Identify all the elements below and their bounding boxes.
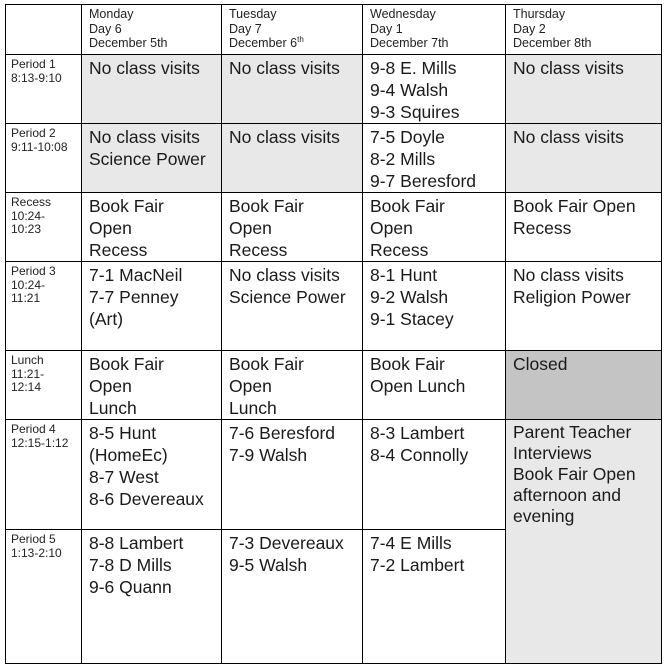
day-date: December 8th [513, 36, 592, 50]
day-header-wednesday [363, 5, 506, 55]
schedule-row-period-4 [6, 420, 662, 530]
day-name: Wednesday [370, 7, 436, 21]
period-name: Period 5 [11, 532, 56, 546]
period-name: Lunch [11, 353, 44, 367]
cell-line: 9-4 Walsh [370, 80, 449, 100]
period-name: Period 2 [11, 126, 56, 140]
schedule-cell [82, 530, 222, 664]
cell-line: 8-8 Lambert [89, 533, 184, 553]
cell-line: evening [513, 506, 575, 526]
period-name: Period 4 [11, 422, 56, 436]
cell-line: Book Fair [89, 196, 164, 216]
cell-line: 8-7 West [89, 467, 159, 487]
cell-line: Recess [370, 240, 429, 260]
schedule-cell [222, 124, 363, 193]
schedule-cell [222, 193, 363, 262]
schedule-cell [363, 124, 506, 193]
cell-line: 8-2 Mills [370, 149, 436, 169]
cell-line: Open [89, 376, 132, 396]
period-time: 9:11-10:08 [11, 139, 68, 154]
period-name: Period 3 [11, 264, 56, 278]
period-label-cell [6, 420, 82, 530]
cell-line: 8-3 Lambert [370, 423, 465, 443]
schedule-cell-closed [506, 351, 662, 420]
schedule-table [5, 4, 662, 664]
cell-line: (HomeEc) [89, 445, 168, 465]
schedule-cell [82, 124, 222, 193]
day-name: Thursday [513, 7, 566, 21]
schedule-cell [363, 530, 506, 664]
cell-line: Science Power [89, 149, 206, 169]
cell-line: 9-5 Walsh [229, 555, 308, 575]
cell-line: 8-4 Connolly [370, 445, 469, 465]
cell-line: 9-2 Walsh [370, 287, 449, 307]
period-label-cell [6, 262, 82, 351]
period-time: 8:13-9:10 [11, 70, 62, 85]
cell-line: 8-1 Hunt [370, 265, 438, 285]
cell-line: No class visits [513, 265, 624, 285]
cell-line: Parent Teacher [513, 422, 632, 442]
cell-line: Religion Power [513, 287, 631, 307]
cell-line: 7-3 Devereaux [229, 533, 344, 553]
schedule-row-period-1 [6, 55, 662, 124]
schedule-cell [506, 193, 662, 262]
cell-line: 7-4 E Mills [370, 533, 452, 553]
schedule-cell [506, 262, 662, 351]
cell-line: Book Fair [89, 354, 164, 374]
cell-line: Book Fair [229, 354, 304, 374]
schedule-cell [222, 530, 363, 664]
period-label-cell [6, 55, 82, 124]
cell-line: No class visits [89, 127, 200, 147]
schedule-cell [506, 55, 662, 124]
period-time: 12:15-1:12 [11, 435, 69, 450]
period-name: Recess [11, 195, 52, 209]
period-time: 10:23 [11, 222, 42, 236]
cell-line: Open [89, 218, 132, 238]
schedule-cell [82, 351, 222, 420]
schedule-cell [82, 55, 222, 124]
day-date: December 5th [89, 36, 168, 50]
cell-line: No class visits [89, 58, 200, 78]
schedule-row-lunch [6, 351, 662, 420]
cell-line: 7-6 Beresford [229, 423, 336, 443]
cell-line: 8-5 Hunt [89, 423, 157, 443]
cell-line: Open [229, 218, 272, 238]
cell-line: Recess [229, 240, 288, 260]
cell-line: 9-6 Quann [89, 577, 172, 597]
cell-line: Interviews [513, 443, 592, 463]
cell-line: 7-5 Doyle [370, 127, 445, 147]
cell-line: Science Power [229, 287, 346, 307]
cell-line: Book Fair [229, 196, 304, 216]
period-label-cell [6, 530, 82, 664]
cell-line: Book Fair [370, 354, 445, 374]
day-name: Tuesday [229, 7, 277, 21]
schedule-cell [222, 55, 363, 124]
day-number: Day 2 [513, 21, 546, 36]
day-header-thursday [506, 5, 662, 55]
period-label-cell [6, 351, 82, 420]
period-time: 12:14 [11, 380, 42, 394]
schedule-cell [82, 420, 222, 530]
cell-line: Lunch [229, 398, 277, 418]
header-row [6, 5, 662, 55]
day-date: December 7th [370, 36, 449, 50]
day-header-monday [82, 5, 222, 55]
cell-line: 9-1 Stacey [370, 309, 454, 329]
day-name: Monday [89, 7, 134, 21]
cell-line: 7-8 D Mills [89, 555, 172, 575]
cell-line: 7-2 Lambert [370, 555, 465, 575]
day-number: Day 7 [229, 21, 262, 36]
cell-line: Book Fair Open [513, 464, 636, 484]
cell-line: No class visits [229, 265, 340, 285]
schedule-cell [363, 55, 506, 124]
cell-line: Book Fair [370, 196, 445, 216]
period-time: 10:24- [11, 208, 46, 223]
period-time: 11:21 [11, 291, 41, 305]
period-name: Period 1 [11, 57, 56, 71]
day-date: December 6th [229, 34, 304, 50]
cell-line: Open Lunch [370, 376, 466, 396]
schedule-cell [222, 351, 363, 420]
period-time: 10:24- [11, 277, 46, 292]
schedule-cell [506, 124, 662, 193]
cell-line: No class visits [513, 58, 624, 78]
schedule-cell [363, 351, 506, 420]
cell-line: Recess [513, 218, 572, 238]
period-label-cell [6, 124, 82, 193]
cell-line: No class visits [513, 127, 624, 147]
corner-cell [6, 5, 82, 55]
schedule-cell-interviews [506, 420, 662, 664]
cell-line: Open [370, 218, 413, 238]
day-number: Day 1 [370, 21, 403, 36]
period-label-cell [6, 193, 82, 262]
cell-line: 9-7 Beresford [370, 171, 477, 191]
schedule-cell [82, 193, 222, 262]
cell-line: Book Fair Open [513, 196, 636, 216]
schedule-cell [363, 262, 506, 351]
period-time: 1:13-2:10 [11, 545, 62, 560]
cell-line: No class visits [229, 58, 340, 78]
cell-line: Open [229, 376, 272, 396]
period-time: 11:21- [11, 366, 45, 381]
schedule-cell [363, 420, 506, 530]
cell-line: 9-8 E. Mills [370, 58, 457, 78]
cell-line: (Art) [89, 309, 124, 329]
schedule-row-period-2 [6, 124, 662, 193]
schedule-cell [82, 262, 222, 351]
schedule-cell [222, 262, 363, 351]
cell-line: Lunch [89, 398, 137, 418]
schedule-row-period-3 [6, 262, 662, 351]
cell-line: Recess [89, 240, 148, 260]
cell-line: 7-7 Penney [89, 287, 179, 307]
cell-line: Closed [513, 354, 568, 374]
cell-line: afternoon and [513, 485, 622, 505]
day-number: Day 6 [89, 21, 122, 36]
cell-line: 7-1 MacNeil [89, 265, 183, 285]
cell-line: No class visits [229, 127, 340, 147]
cell-line: 9-3 Squires [370, 102, 460, 122]
schedule-row-recess [6, 193, 662, 262]
cell-line: 7-9 Walsh [229, 445, 308, 465]
day-header-tuesday [222, 5, 363, 55]
cell-line: 8-6 Devereaux [89, 489, 204, 509]
schedule-cell [222, 420, 363, 530]
schedule-cell [363, 193, 506, 262]
